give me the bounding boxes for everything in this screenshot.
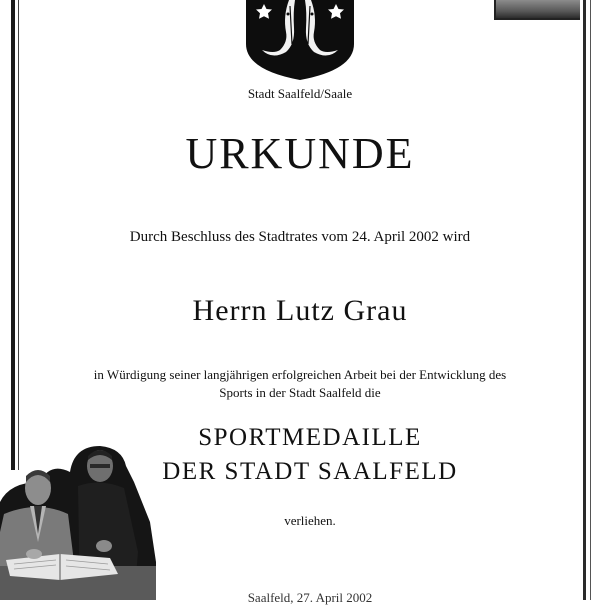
award-title-line-1: SPORTMEDAILLE bbox=[198, 424, 422, 451]
certificate-title: URKUNDE bbox=[185, 129, 415, 178]
corner-photo-fragment bbox=[494, 0, 580, 20]
coat-of-arms-icon bbox=[240, 0, 360, 82]
praise-line-2: Sports in der Stadt Saalfeld die bbox=[219, 385, 381, 400]
award-title-line-2: DER STADT SAALFELD bbox=[162, 458, 458, 485]
resolution-line: Durch Beschluss des Stadtrates vom 24. April 2002 wird bbox=[129, 229, 471, 245]
date-line: Saalfeld, 27. April 2002 bbox=[247, 590, 373, 605]
recipient-name: Herrn Lutz Grau bbox=[192, 294, 408, 327]
signing-photo bbox=[0, 442, 156, 600]
conferred-text: verliehen. bbox=[284, 513, 336, 528]
praise-line-1: in Würdigung seiner langjährigen erfolgreichen Arbeit bei der Entwicklung des bbox=[93, 367, 507, 382]
city-name: Stadt Saalfeld/Saale bbox=[247, 86, 353, 101]
